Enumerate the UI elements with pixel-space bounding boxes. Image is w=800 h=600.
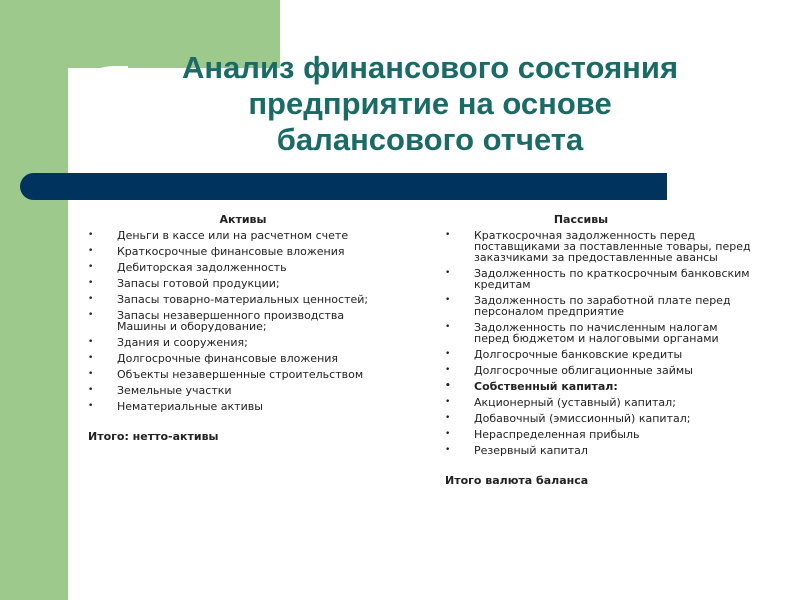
bullet-icon: • (88, 353, 94, 363)
assets-total: Итого: нетто-активы (88, 430, 219, 443)
bullet-icon: • (445, 381, 451, 391)
slide-title: Анализ финансового состояния предприятие на основе балансового отчета (181, 50, 679, 157)
list-item-text: Задолженность по начисленным налогам перед бюджетом и налоговыми органами (474, 321, 719, 345)
list-item (88, 278, 398, 289)
bullet-icon: • (88, 337, 94, 347)
list-item-text: Запасы готовой продукции; (117, 277, 280, 290)
bullet-icon: • (445, 230, 451, 240)
list-item (88, 294, 398, 305)
bullet-icon: • (445, 429, 451, 439)
list-item (88, 262, 398, 273)
list-item (445, 397, 775, 408)
list-item (445, 429, 775, 440)
list-item-text: Запасы товарно-материальных ценностей; (117, 293, 369, 306)
assets-column (88, 213, 398, 443)
list-item-text: Долгосрочные банковские кредиты (474, 348, 683, 361)
list-item-text: Деньги в кассе или на расчетном счете (117, 229, 349, 242)
list-item (88, 401, 398, 412)
liabilities-column (445, 213, 775, 487)
bullet-icon: • (445, 445, 451, 455)
list-item-text: Резервный капитал (474, 444, 588, 457)
list-item-text: Долгосрочные финансовые вложения (117, 352, 339, 365)
bullet-icon: • (88, 294, 94, 304)
left-green-band (0, 0, 68, 600)
bullet-icon: • (445, 322, 451, 332)
list-item (445, 322, 775, 344)
bullet-icon: • (445, 349, 451, 359)
bullet-icon: • (88, 310, 94, 320)
list-item-text: Долгосрочные облигационные займы (474, 364, 693, 377)
bullet-icon: • (88, 401, 94, 411)
bullet-icon: • (445, 295, 451, 305)
list-item (445, 365, 775, 376)
list-item-text: Запасы незавершенного производства Машины и оборудование; (117, 309, 345, 333)
assets-list (88, 230, 398, 412)
list-item-text: Здания и сооружения; (117, 336, 248, 349)
list-item (445, 268, 775, 290)
list-item (88, 369, 398, 380)
list-item-text: Акционерный (уставный) капитал; (474, 396, 676, 409)
list-item-text: Добавочный (эмиссионный) капитал; (474, 412, 691, 425)
list-item (445, 413, 775, 424)
list-item-text: Нераспределенная прибыль (474, 428, 640, 441)
bullet-icon: • (88, 369, 94, 379)
bullet-icon: • (88, 246, 94, 256)
bullet-icon: • (88, 385, 94, 395)
list-item-text: Объекты незавершенные строительством (117, 368, 364, 381)
bullet-icon: • (88, 262, 94, 272)
bullet-icon: • (445, 365, 451, 375)
list-item (88, 337, 398, 348)
list-item (88, 230, 398, 241)
list-item-text: Задолженность по краткосрочным банковским кредитам (474, 267, 750, 291)
assets-header: Активы (219, 213, 267, 226)
list-item-text: Краткосрочная задолженность перед поставщиками за поставленные товары, перед заказчиками за предоставленные авансы (474, 229, 751, 264)
list-item (88, 310, 398, 332)
list-item (88, 385, 398, 396)
list-item (445, 349, 775, 360)
list-item-text: Земельные участки (117, 384, 232, 397)
list-item-text: Дебиторская задолженность (117, 261, 287, 274)
list-item-text: Краткосрочные финансовые вложения (117, 245, 345, 258)
bullet-icon: • (88, 278, 94, 288)
bullet-icon: • (445, 397, 451, 407)
list-item-text: Нематериальные активы (117, 400, 263, 413)
list-item (88, 353, 398, 364)
list-item-text: Задолженность по заработной плате перед персоналом предприятие (474, 294, 731, 318)
list-item (445, 445, 775, 456)
list-item-section-heading (445, 381, 775, 392)
title-underline-bar (20, 173, 667, 200)
bullet-icon: • (88, 230, 94, 240)
list-item-text: Собственный капитал: (474, 380, 618, 393)
list-item (445, 230, 775, 263)
bullet-icon: • (445, 413, 451, 423)
liabilities-header: Пассивы (553, 213, 609, 226)
liabilities-total: Итого валюта баланса (445, 474, 589, 487)
list-item (445, 295, 775, 317)
list-item (88, 246, 398, 257)
liabilities-list (445, 230, 775, 456)
bullet-icon: • (445, 268, 451, 278)
